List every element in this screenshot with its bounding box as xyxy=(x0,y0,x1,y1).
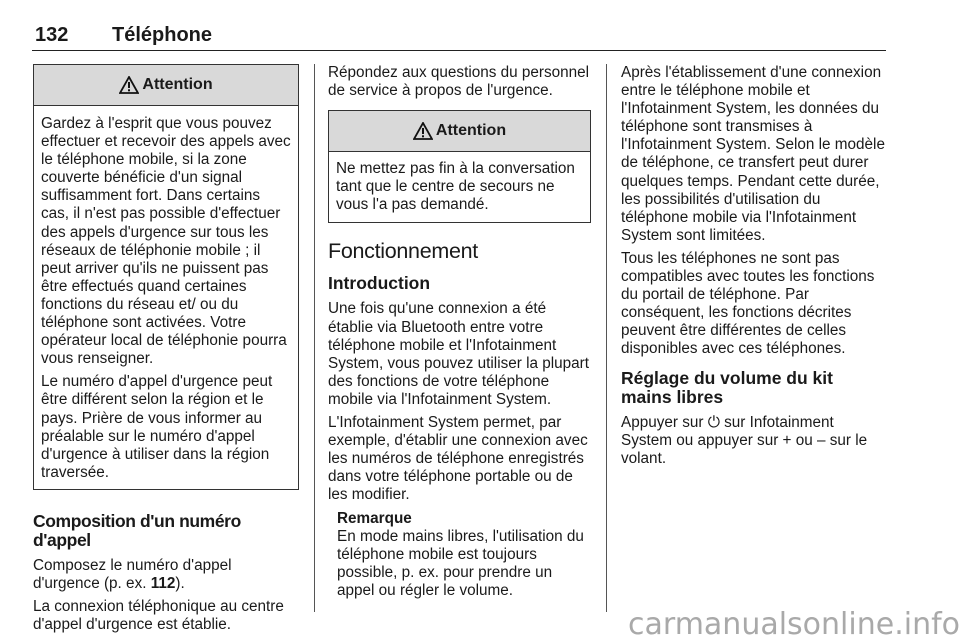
warning-title: Attention xyxy=(142,76,213,93)
page-number: 132 xyxy=(35,24,69,46)
warning-body xyxy=(329,152,590,222)
text-span: Appuyer sur xyxy=(621,413,708,431)
subsection-heading: Réglage du volume du kit mains libres xyxy=(621,367,833,407)
paragraph xyxy=(621,414,887,468)
paragraph: Répondez aux questions du personnel de service à propos de l'urgence. xyxy=(328,64,590,100)
column-1 xyxy=(33,64,299,639)
warning-box xyxy=(328,110,591,223)
paragraph: Après l'établissement d'une connexion entre le téléphone mobile et l'Infotainment System, les données du téléphone sont transmises à l'Infotainment System. Selon le modèle de téléphone, ce transfert peut durer quelques temps. Pendant cette durée, les possibilités d'utilisation du téléphone mobile via l'Infotainment System sont limitées. xyxy=(621,64,885,244)
column-divider xyxy=(606,64,607,612)
paragraph xyxy=(33,557,299,593)
column-2 xyxy=(328,64,591,605)
emergency-number: 112 xyxy=(150,574,176,592)
warning-paragraph: Ne mettez pas fin à la conversation tant que le centre de secours ne vous l'a pas demandé. xyxy=(336,160,575,214)
note-text: En mode mains libres, l'utilisation du téléphone mobile est toujours possible, p. ex. pour prendre un appel ou régler le volume. xyxy=(337,527,584,599)
warning-box xyxy=(33,64,299,490)
warning-title: Attention xyxy=(435,122,507,140)
note-title: Remarque xyxy=(337,509,412,527)
warning-header xyxy=(34,65,298,106)
watermark: carmanualsonline.info xyxy=(628,607,960,642)
paragraph: Tous les téléphones ne sont pas compatibles avec toutes les fonctions du portail de téléphone. Par conséquent, les fonctions décrites peuvent être différentes de celles disponibles avec ces téléphones. xyxy=(621,249,875,358)
text-span: Composez le numéro d'appel d'urgence (p. ex. xyxy=(33,556,232,592)
plus-icon: + xyxy=(782,431,792,449)
warning-body xyxy=(34,106,298,489)
page-header xyxy=(32,24,886,51)
warning-paragraph: Le numéro d'appel d'urgence peut être différent selon la région et le pays. Prière de vous informer au préalable sur le numéro d'appel d'urgence à utiliser dans la région traversée. xyxy=(41,373,273,481)
text-span: ou – sur le volant. xyxy=(621,431,868,467)
warning-triangle-icon xyxy=(119,76,139,94)
paragraph: La connexion téléphonique au centre d'appel d'urgence est établie. xyxy=(33,598,284,634)
text-span: sur Infotainment System ou appuyer sur xyxy=(621,413,834,449)
subsection-heading: Introduction xyxy=(328,273,431,294)
note-box xyxy=(328,510,591,600)
column-divider xyxy=(314,64,315,612)
paragraph: Une fois qu'une connexion a été établie via Bluetooth entre votre téléphone mobile et l'Infotainment System, vous pouvez utiliser la plupart des fonctions de votre téléphone mobile via l'Infotainment System. xyxy=(328,300,590,408)
section-heading: Composition d'un numéro d'appel xyxy=(33,510,241,550)
page-title: Téléphone xyxy=(112,24,213,46)
text-span: ). xyxy=(175,574,185,592)
warning-header xyxy=(329,111,590,152)
paragraph: L'Infotainment System permet, par exemple, d'établir une connexion avec les numéros de téléphone enregistrés dans votre téléphone portable ou de les modifier. xyxy=(328,414,588,504)
column-3 xyxy=(621,64,887,473)
section-heading: Fonctionnement xyxy=(328,239,478,264)
warning-triangle-icon xyxy=(413,122,433,140)
power-icon: ⏻ xyxy=(707,413,720,431)
warning-paragraph: Gardez à l'esprit que vous pouvez effectuer et recevoir des appels avec le téléphone mobile, si la zone couverte bénéficie d'un signal suffisamment fort. Dans certains cas, il n'est pas possible d'effectuer des appels d'urgence sur tous les réseaux de téléphonie mobile ; il peut arriver qu'ils ne puissent pas être effectués quand certaines fonctions du réseau et/ ou du téléphone sont activées. Votre opérateur local de téléphonie pourra vous renseigner. xyxy=(41,115,291,368)
